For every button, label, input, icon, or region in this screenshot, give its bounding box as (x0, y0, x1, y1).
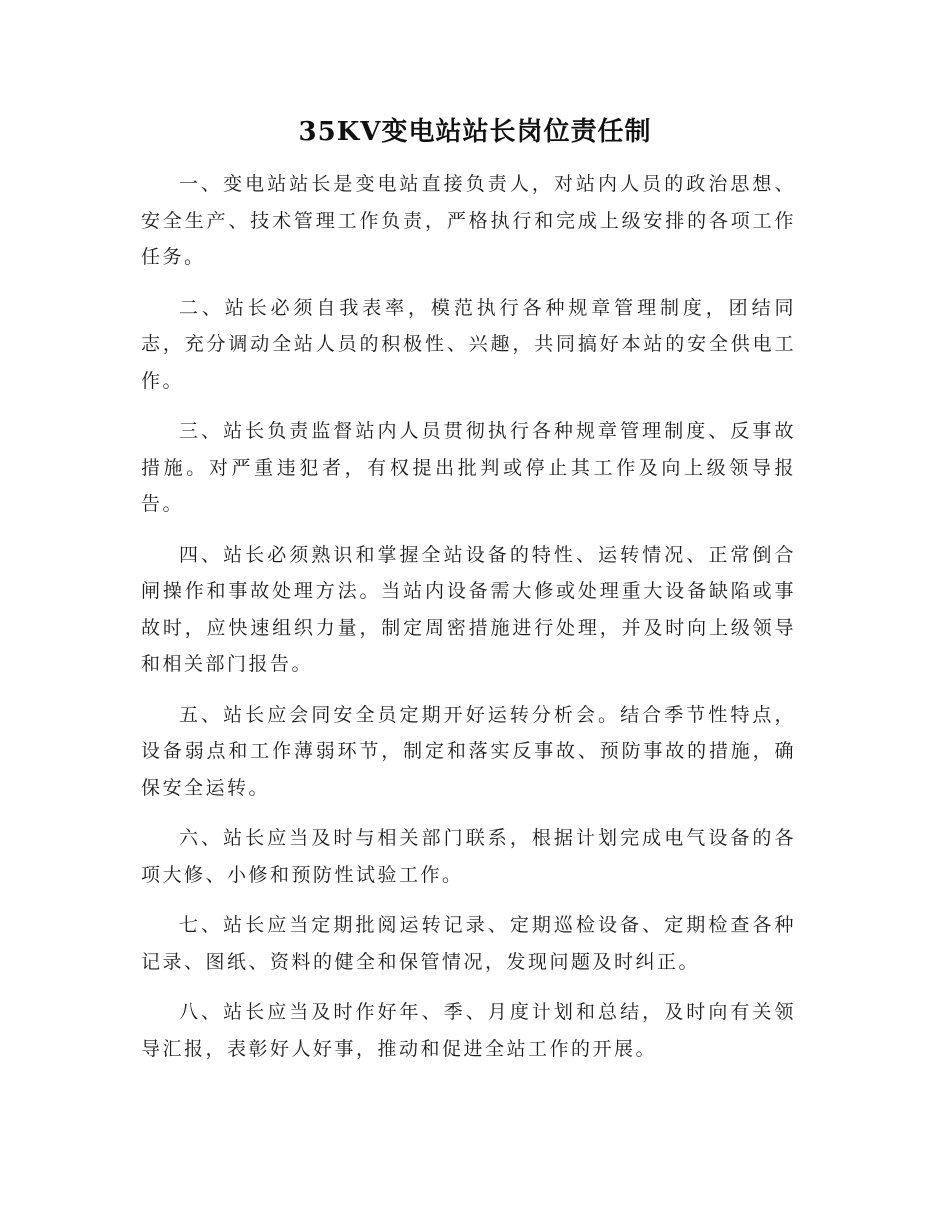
document-body (141, 166, 796, 1081)
clause-1: 一、变电站站长是变电站直接负责人，对站内人员的政治思想、安全生产、技术管理工作负责，严格执行和完成上级安排的各项工作任务。 (141, 173, 796, 268)
document-title: 35KV变电站站长岗位责任制 (298, 117, 652, 147)
clause-2: 二、站长必须自我表率，模范执行各种规章管理制度，团结同志，充分调动全站人员的积极性、兴趣，共同搞好本站的安全供电工作。 (141, 296, 796, 392)
clause-5: 五、站长应会同安全员定期开好运转分析会。结合季节性特点，设备弱点和工作薄弱环节，制定和落实反事故、预防事故的措施，确保安全运转。 (141, 703, 796, 799)
clause-6: 六、站长应当及时与相关部门联系，根据计划完成电气设备的各项大修、小修和预防性试验工作。 (141, 827, 796, 886)
clause-8: 八、站长应当及时作好年、季、月度计划和总结，及时向有关领导汇报，表彰好人好事，推动和促进全站工作的开展。 (141, 1001, 796, 1060)
clause-3: 三、站长负责监督站内人员贯彻执行各种规章管理制度、反事故措施。对严重违犯者，有权提出批判或停止其工作及向上级领导报告。 (141, 420, 796, 515)
clause-7: 七、站长应当定期批阅运转记录、定期巡检设备、定期检查各种记录、图纸、资料的健全和保管情况，发现问题及时纠正。 (141, 914, 796, 973)
clause-4: 四、站长必须熟识和掌握全站设备的特性、运转情况、正常倒合闸操作和事故处理方法。当站内设备需大修或处理重大设备缺陷或事故时，应快速组织力量，制定周密措施进行处理，并及时向上级领导和相关部门报告。 (141, 543, 796, 675)
